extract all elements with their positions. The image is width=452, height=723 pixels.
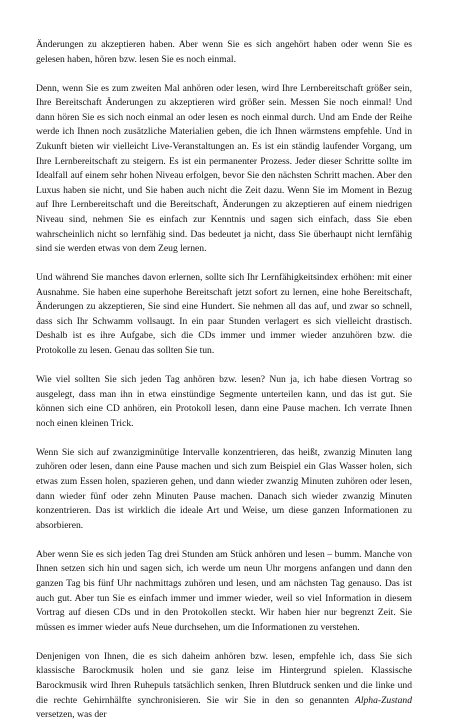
paragraph-4: Wie viel sollten Sie sich jeden Tag anhören bzw. lesen? Nun ja, ich habe diesen Vortrag so ausgelegt, dass man ihn in etwa einstündige Segmente unterteilen kann, und das ist gut. Sie können sich eine CD anhören, ein Protokoll lesen, dann eine Pause machen. Ich verrate Ihnen noch einen kleinen Trick. [36, 374, 412, 429]
paragraph-2: Denn, wenn Sie es zum zweiten Mal anhören oder lesen, wird Ihre Lernbereitschaft größer sein, Ihre Bereitschaft Änderungen zu akzeptieren wird größer sein. Messen Sie noch einmal! Und dann hören Sie es sich noch einmal an oder lesen es noch einmal durch. Und am Ende der Reihe werde ich Ihnen noch zusätzliche Materialien geben, die ich Ihnen wärmstens empfehle. Und in Zukunft bieten wir vielleicht Live-Veranstaltungen an. Es ist ein ständig laufender Vorgang, um Ihre Lernbereitschaft zu steigern. Es ist ein permanenter Prozess. Jeder dieser Schritte sollte im Idealfall auf einem sehr hohen Niveau erfolgen, bevor Sie den nächsten Schritt machen. Aber den Luxus haben sie nicht, und Sie haben auch nicht die Zeit dazu. Wenn Sie im Moment in Bezug auf Ihre Lernbereitschaft und die Bereitschaft, Änderungen zu akzeptieren auf einem niedrigen Niveau sind, nehmen Sie es einfach zur Kenntnis und sagen sich einfach, dass Sie eben wahrscheinlich nicht so lernfähig sind. Das bedeutet ja nicht, dass Sie überhaupt nicht lernfähig sind sie werden etwas von dem Zeug lernen. [36, 82, 412, 255]
document-body [36, 38, 412, 723]
alpha-zustand-emphasis: Alpha-Zustand [354, 694, 412, 706]
paragraph-7-tail: versetzen, was der [36, 709, 107, 721]
paragraph-1: Änderungen zu akzeptieren haben. Aber wenn Sie es sich angehört haben oder wenn Sie es gelesen haben, hören bzw. lesen Sie es noch einmal. [36, 39, 412, 65]
paragraph-7 [36, 650, 412, 723]
paragraph-5: Wenn Sie sich auf zwanzigminütige Intervalle konzentrieren, das heißt, zwanzig Minuten lang zuhören oder lesen, dann eine Pause machen und sich zum Beispiel ein Glas Wasser holen, sich etwas zum Essen holen, spazieren gehen, und dann wieder zwanzig Minuten zuhören oder lesen, dann wieder fünf oder zehn Minuten Pause machen. Danach sich wieder zwanzig Minuten konzentrieren. Das ist wirklich die ideale Art und Weise, um diese ganzen Informationen zu absorbieren. [36, 446, 412, 531]
paragraph-7-text: Denjenigen von Ihnen, die es sich daheim anhören bzw. lesen, empfehle ich, dass Sie sich klassische Barockmusik holen und sie ganz leise im Hintergrund spielen. Klassische Barockmusik wird Ihren Ruhepuls tatsächlich senken, Ihren Blutdruck senken und die linke und die rechte Gehirnhälfte synchronisieren. Sie wir Sie in den so genannten [36, 650, 412, 706]
paragraph-6: Aber wenn Sie es sich jeden Tag drei Stunden am Stück anhören und lesen – bumm. Manche von Ihnen setzen sich hin und sagen sich, ich werde um neun Uhr morgens anfangen und dann den ganzen Tag bis fünf Uhr nachmittags zuhören und lesen, und am nächsten Tag genauso. Das ist auch gut. Aber tun Sie es einfach immer und immer wieder, weil so viel Information in diesem Vortrag auf diesen CDs und in den Protokollen steckt. Wir haben hier nur begrenzt Zeit. Sie müssen es immer wieder aufs Neue durchsehen, um die Informationen zu verstehen. [36, 548, 412, 633]
paragraph-3: Und während Sie manches davon erlernen, sollte sich Ihr Lernfähigkeitsindex erhöhen: mit einer Ausnahme. Sie haben eine superhohe Bereitschaft jetzt sofort zu lernen, eine hohe Bereitschaft, Änderungen zu akzeptieren, Sie sind eine Hundert. Sie nehmen all das auf, und zwar so schnell, dass sich Ihr Schwamm vollsaugt. In ein paar Stunden verlagert es sich vielleicht drastisch. Deshalb ist es ihre Aufgabe, sich die CDs immer und immer wieder anzuhören bzw. die Protokolle zu lesen. Genau das sollten Sie tun. [36, 272, 412, 357]
